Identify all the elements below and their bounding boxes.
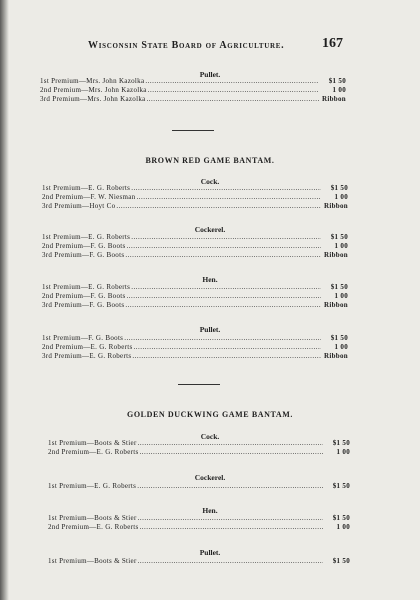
premium-entry xyxy=(42,251,348,260)
section-divider xyxy=(172,130,214,131)
leader-dots xyxy=(116,202,321,211)
entry-text: 3rd Premium—E. G. Roberts xyxy=(42,352,132,360)
premium-entry xyxy=(42,343,348,352)
premium-entry xyxy=(42,301,348,310)
entry-amount: Ribbon xyxy=(324,202,348,210)
entry-amount: Ribbon xyxy=(324,251,348,259)
entry-amount: $1 50 xyxy=(330,184,348,192)
premium-entry xyxy=(42,283,348,292)
entry-text: 1st Premium—Boots & Stier xyxy=(48,557,137,565)
entry-text: 1st Premium—Mrs. John Kazolka xyxy=(40,77,145,85)
pullet-top-title: Pullet. xyxy=(199,70,221,79)
entry-amount: $1 50 xyxy=(330,233,348,241)
entry-text: 1st Premium—E. G. Roberts xyxy=(48,482,137,490)
premium-entry xyxy=(48,448,350,457)
leader-dots xyxy=(127,242,321,251)
premium-entry xyxy=(42,242,348,251)
class-title-cock: Cock. xyxy=(200,177,220,186)
premium-entry xyxy=(40,86,346,95)
leader-dots xyxy=(145,77,319,86)
entry-amount: $1 50 xyxy=(328,77,346,85)
premium-entry xyxy=(42,352,348,361)
class-title-hen: Hen. xyxy=(202,506,218,515)
leader-dots xyxy=(136,193,321,202)
entry-amount: $1 50 xyxy=(330,334,348,342)
entry-amount: 1 00 xyxy=(336,523,350,531)
leader-dots xyxy=(134,343,321,352)
premium-entry xyxy=(42,292,348,301)
entry-amount: $1 50 xyxy=(332,557,350,565)
premium-entry xyxy=(48,439,350,448)
leader-dots xyxy=(127,292,321,301)
premium-entry xyxy=(42,184,348,193)
entry-amount: Ribbon xyxy=(324,352,348,360)
leader-dots xyxy=(140,523,323,532)
entry-text: 2nd Premium—Mrs. John Kazolka xyxy=(40,86,147,94)
leader-dots xyxy=(140,448,323,457)
premium-entry xyxy=(40,77,346,86)
class-title-cockerel: Cockerel. xyxy=(194,225,226,234)
entry-text: 2nd Premium—F. W. Niesman xyxy=(42,193,136,201)
premium-entry xyxy=(48,482,350,491)
entry-text: 1st Premium—F. G. Boots xyxy=(42,334,124,342)
premium-entry xyxy=(42,202,348,211)
running-head: Wisconsin State Board of Agriculture. xyxy=(88,40,285,51)
leader-dots xyxy=(147,95,319,104)
class-title-hen: Hen. xyxy=(202,275,218,284)
entry-amount: 1 00 xyxy=(334,343,348,351)
entry-text: 3rd Premium—F. G. Boots xyxy=(42,301,125,309)
class-title-pullet: Pullet. xyxy=(199,325,221,334)
premium-entry xyxy=(48,514,350,523)
leader-dots xyxy=(131,233,321,242)
entry-text: 1st Premium—Boots & Stier xyxy=(48,514,137,522)
entry-text: 2nd Premium—F. G. Boots xyxy=(42,292,126,300)
entry-amount: 1 00 xyxy=(334,292,348,300)
leader-dots xyxy=(138,439,323,448)
entry-text: 2nd Premium—F. G. Boots xyxy=(42,242,126,250)
page-number: 167 xyxy=(322,36,343,51)
entry-amount: 1 00 xyxy=(332,86,346,94)
class-title-cock: Cock. xyxy=(200,432,220,441)
leader-dots xyxy=(138,514,323,523)
premium-entry xyxy=(42,193,348,202)
leader-dots xyxy=(138,557,323,566)
entry-text: 3rd Premium—Mrs. John Kazolka xyxy=(40,95,146,103)
section-divider xyxy=(178,384,220,385)
leader-dots xyxy=(148,86,319,95)
section-heading-brown-red: BROWN RED GAME BANTAM. xyxy=(145,156,275,165)
leader-dots xyxy=(131,184,321,193)
entry-amount: 1 00 xyxy=(334,242,348,250)
leader-dots xyxy=(125,301,321,310)
premium-entry xyxy=(42,233,348,242)
premium-entry xyxy=(42,334,348,343)
class-title-pullet: Pullet. xyxy=(199,548,221,557)
entry-amount: $1 50 xyxy=(332,482,350,490)
entry-text: 1st Premium—E. G. Roberts xyxy=(42,233,131,241)
entry-amount: Ribbon xyxy=(322,95,346,103)
entry-text: 1st Premium—E. G. Roberts xyxy=(42,184,131,192)
leader-dots xyxy=(137,482,323,491)
entry-amount: 1 00 xyxy=(334,193,348,201)
premium-entry xyxy=(40,95,346,104)
entry-text: 3rd Premium—F. G. Boots xyxy=(42,251,125,259)
leader-dots xyxy=(132,352,321,361)
entry-amount: $1 50 xyxy=(330,283,348,291)
entry-text: 2nd Premium—E. G. Roberts xyxy=(48,448,139,456)
premium-entry xyxy=(48,557,350,566)
entry-text: 3rd Premium—Hoyt Co xyxy=(42,202,116,210)
entry-amount: $1 50 xyxy=(332,439,350,447)
leader-dots xyxy=(131,283,321,292)
entry-text: 2nd Premium—E. G. Roberts xyxy=(42,343,133,351)
entry-amount: $1 50 xyxy=(332,514,350,522)
premium-entry xyxy=(48,523,350,532)
entry-amount: Ribbon xyxy=(324,301,348,309)
leader-dots xyxy=(124,334,321,343)
entry-text: 1st Premium—Boots & Stier xyxy=(48,439,137,447)
leader-dots xyxy=(125,251,321,260)
class-title-cockerel: Cockerel. xyxy=(194,473,226,482)
section-heading-golden-duckwing: GOLDEN DUCKWING GAME BANTAM. xyxy=(127,410,293,419)
entry-text: 2nd Premium—E. G. Roberts xyxy=(48,523,139,531)
entry-text: 1st Premium—E. G. Roberts xyxy=(42,283,131,291)
entry-amount: 1 00 xyxy=(336,448,350,456)
